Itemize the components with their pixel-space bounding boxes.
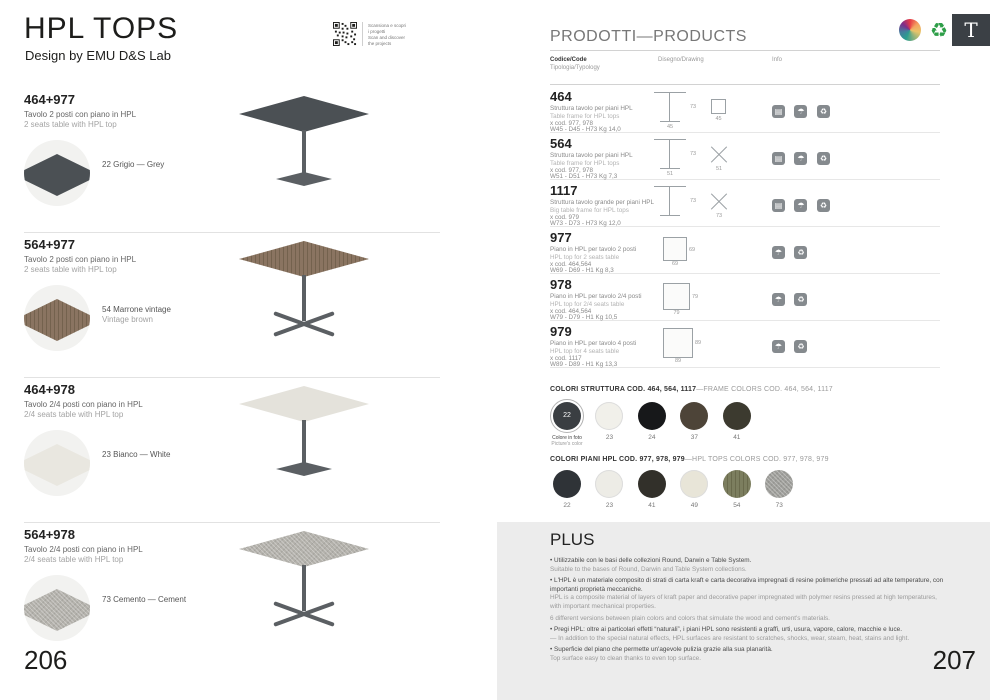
recyclable-icon: ♻	[794, 246, 807, 259]
color-label-line: 22 Grigio — Grey	[102, 160, 165, 169]
product-desc-en: 2 seats table with HPL top	[24, 120, 117, 129]
row-dimensions: W73 - D73 - H73 Kg 12,0	[550, 220, 621, 227]
color-label	[102, 160, 164, 170]
product-desc-en: 2/4 seats table with HPL top	[24, 410, 124, 419]
color-swatch	[548, 470, 586, 509]
swatch-code: 49	[690, 502, 698, 509]
dimension-label: 69	[689, 246, 696, 253]
dimension-label: 51	[715, 166, 723, 172]
swatch-circle	[723, 402, 751, 430]
products-heading: PRODOTTI—PRODUCTS	[550, 28, 747, 45]
technical-drawing	[653, 136, 771, 178]
color-label	[102, 595, 186, 605]
qr-caption-line: Scan and discover	[368, 35, 406, 40]
color-swatch	[760, 470, 798, 509]
table-illustration	[229, 382, 379, 490]
dimension-label: 79	[673, 310, 680, 316]
table-row	[550, 227, 940, 274]
outdoor-use-icon: ☂	[794, 152, 807, 165]
divider	[550, 50, 940, 51]
color-label	[102, 450, 170, 460]
product-block	[24, 382, 444, 522]
product-desc-it: Tavolo 2/4 posti con piano in HPL	[24, 545, 143, 554]
technical-drawing	[653, 183, 771, 225]
table-column	[302, 275, 306, 321]
table-top	[239, 241, 369, 277]
table-row	[550, 274, 940, 321]
row-dimensions: W69 - D69 - H1 Kg 8,3	[550, 267, 614, 274]
table-row	[550, 133, 940, 180]
row-code: 1117	[550, 183, 578, 198]
color-label-line: 73 Cemento — Cement	[102, 595, 187, 604]
technical-drawing	[653, 324, 771, 366]
qr-block	[333, 22, 406, 47]
product-block	[24, 527, 444, 667]
swatch-note: Colore in foto	[552, 435, 582, 441]
row-desc-it: Struttura tavolo grande per piani HPL	[550, 199, 654, 206]
top-view-drawing	[663, 328, 702, 364]
row-code: 979	[550, 324, 572, 339]
swatch-code: 22	[563, 502, 571, 509]
info-icons	[772, 148, 835, 166]
swatch-code: 24	[648, 434, 656, 441]
color-label-line: Vintage brown	[102, 315, 153, 324]
table-column	[302, 420, 306, 466]
color-swatch	[590, 402, 628, 441]
row-xcod: x cod. 1117	[550, 354, 582, 362]
product-desc-it: Tavolo 2 posti con piano in HPL	[24, 110, 137, 119]
page-number-right: 207	[932, 645, 976, 675]
table-row	[550, 180, 940, 227]
color-photo-top	[24, 589, 90, 631]
table-row	[550, 321, 940, 368]
swatch-circle	[638, 402, 666, 430]
row-desc-en: HPL top for 2 seats table	[550, 253, 620, 261]
row-desc-en: Table frame for HPL tops	[550, 159, 620, 167]
swatch-code: 37	[690, 434, 698, 441]
page-number-left: 206	[24, 645, 68, 675]
plus-item: • Superficie del piano che permette un'agevole pulizia grazie alla sua planarità. Top surface easy to clean thanks to even top surface.	[550, 646, 773, 662]
recycle-icon: ♻	[927, 18, 951, 42]
color-swatch	[718, 402, 756, 441]
color-swatch	[633, 402, 671, 441]
divider	[24, 377, 440, 378]
divider	[362, 22, 363, 46]
product-code: 564+977	[24, 237, 75, 252]
recyclable-icon: ♻	[794, 340, 807, 353]
dimension-label: 69	[671, 261, 679, 267]
swatch-circle	[595, 470, 623, 498]
info-icons	[772, 289, 812, 307]
row-desc-it: Piano in HPL per tavolo 4 posti	[550, 340, 637, 347]
table-top	[239, 96, 369, 132]
outdoor-use-icon: ☂	[772, 246, 785, 259]
divider	[24, 522, 440, 523]
top-color-swatches	[548, 470, 798, 509]
frame-side-drawing	[653, 139, 697, 177]
swatch-circle	[553, 470, 581, 498]
row-xcod: x cod. 464,564	[550, 307, 592, 315]
dimension-label: 73	[690, 198, 697, 204]
swatch-circle	[765, 470, 793, 498]
product-code: 464+978	[24, 382, 75, 397]
swatch-code: 41	[648, 502, 656, 509]
table-top	[239, 386, 369, 422]
row-dimensions: W79 - D79 - H1 Kg 10,5	[550, 314, 618, 321]
outdoor-use-icon: ☂	[772, 293, 785, 306]
table-base	[276, 172, 332, 186]
row-xcod: x cod. 979	[550, 213, 580, 221]
table-top	[239, 531, 369, 567]
top-colors-heading: COLORI PIANI HPL COD. 977, 978, 979—HPL TOPS COLORS COD. 977, 978, 979	[550, 456, 829, 463]
row-code: 977	[550, 230, 572, 245]
stacking-icon: ▤	[772, 105, 785, 118]
info-icons	[772, 336, 812, 354]
product-desc-en: 2 seats table with HPL top	[24, 265, 117, 274]
frame-side-drawing	[653, 92, 697, 130]
dimension-label: 51	[666, 171, 674, 177]
dimension-label: 45	[666, 124, 674, 130]
swatch-circle	[680, 470, 708, 498]
row-desc-it: Struttura tavolo per piani HPL	[550, 105, 633, 112]
color-photo	[24, 575, 90, 641]
product-desc-it: Tavolo 2 posti con piano in HPL	[24, 255, 137, 264]
color-label	[102, 305, 171, 325]
column-header-info: Info	[772, 57, 783, 63]
table-column	[302, 565, 306, 611]
recyclable-icon: ♻	[817, 152, 830, 165]
product-code: 564+978	[24, 527, 75, 542]
frame-side-drawing	[653, 186, 697, 220]
outdoor-use-icon: ☂	[794, 105, 807, 118]
dimension-label: 73	[715, 213, 723, 219]
technical-drawing	[653, 230, 771, 272]
recyclable-icon: ♻	[794, 293, 807, 306]
product-desc-it: Tavolo 2/4 posti con piano in HPL	[24, 400, 143, 409]
table-base	[276, 462, 332, 476]
qr-code-icon	[333, 22, 357, 46]
color-swatch	[675, 470, 713, 509]
swatch-code: 54	[733, 502, 741, 509]
color-photo	[24, 430, 90, 496]
color-label-line: 54 Marrone vintage	[102, 305, 171, 314]
divider	[550, 84, 940, 85]
column-header-code: Codice/Code	[550, 57, 587, 63]
typography-badge: T	[952, 14, 990, 46]
column-header-typology: Tipologia/Typology	[550, 65, 600, 71]
info-icons	[772, 195, 835, 213]
divider	[24, 232, 440, 233]
row-desc-it: Piano in HPL per tavolo 2/4 posti	[550, 293, 642, 300]
row-code: 464	[550, 89, 572, 104]
technical-drawing	[653, 277, 771, 319]
table-column	[302, 130, 306, 176]
page-title: HPL TOPS	[24, 12, 179, 45]
qr-caption	[368, 22, 406, 47]
info-icons	[772, 101, 835, 119]
row-desc-it: Piano in HPL per tavolo 2 posti	[550, 246, 637, 253]
row-dimensions: W89 - D89 - H1 Kg 13,3	[550, 361, 618, 368]
row-xcod: x cod. 464,564	[550, 260, 592, 268]
product-desc-en: 2/4 seats table with HPL top	[24, 555, 124, 564]
row-xcod: x cod. 977, 978	[550, 119, 594, 127]
dimension-label: 79	[692, 294, 699, 300]
swatch-circle	[595, 402, 623, 430]
plus-item: • Pregi HPL: oltre ai particolari effetti “naturali”, i piani HPL sono resistenti a graffi, urti, usura, vapore, calore, macchie e luce. — In addition to the special natural effects, HPL surfaces are resistant to scratches, shocks, wear, steam, heat, stains and light.	[550, 626, 910, 642]
cross-base-drawing	[709, 192, 729, 219]
dimension-label: 73	[690, 151, 697, 157]
outdoor-use-icon: ☂	[772, 340, 785, 353]
table-row	[550, 86, 940, 133]
color-wheel-icon	[899, 19, 921, 41]
row-code: 978	[550, 277, 572, 292]
plus-item: 6 different versions between plain colors and colors that simulate the wood and cement's materials.	[550, 614, 830, 622]
qr-caption-line: i progetti	[368, 29, 386, 34]
plus-item: • L'HPL è un materiale composito di strati di carta kraft e carta decorativa impregnati di resine polimeriche pressati ad alte temperature, con importanti proprietà meccaniche. HPL is a composite material of layers of kraft paper and decorative paper impregnated with polymer resins pressed at high temperatures, with important mechanical properties.	[550, 577, 944, 610]
products-table	[550, 86, 940, 368]
table-illustration	[229, 92, 379, 200]
swatch-code: 73	[775, 502, 783, 509]
outdoor-use-icon: ☂	[794, 199, 807, 212]
table-illustration	[229, 527, 379, 635]
dimension-label: 89	[695, 340, 702, 347]
product-block	[24, 237, 444, 377]
color-swatch	[675, 402, 713, 441]
row-desc-en: Table frame for HPL tops	[550, 112, 620, 120]
color-photo	[24, 140, 90, 206]
row-desc-en: HPL top for 2/4 seats table	[550, 300, 625, 308]
stacking-icon: ▤	[772, 152, 785, 165]
plus-title: PLUS	[550, 530, 595, 549]
top-view-drawing	[663, 283, 699, 316]
column-header-drawing: Disegno/Drawing	[658, 57, 704, 63]
color-swatch	[718, 470, 756, 509]
qr-caption-line: the projects	[368, 41, 392, 46]
dimension-label: 45	[715, 116, 722, 122]
swatch-note: Picture's color	[551, 441, 583, 447]
row-xcod: x cod. 977, 978	[550, 166, 594, 174]
table-illustration	[229, 237, 379, 345]
cross-base-drawing	[709, 145, 729, 172]
swatch-circle	[723, 470, 751, 498]
stacking-icon: ▤	[772, 199, 785, 212]
color-photo-top	[24, 299, 90, 341]
base-top-view-drawing	[711, 99, 726, 122]
plus-section	[550, 530, 946, 667]
row-dimensions: W45 - D45 - H73 Kg 14,0	[550, 126, 621, 133]
page-subtitle: Design by EMU D&S Lab	[25, 48, 171, 63]
row-desc-it: Struttura tavolo per piani HPL	[550, 152, 633, 159]
qr-caption-line: Scansiona e scopri	[368, 23, 407, 28]
dimension-label: 89	[674, 358, 682, 364]
swatch-circle: 22	[553, 402, 581, 430]
frame-colors-heading: COLORI STRUTTURA COD. 464, 564, 1117—FRAME COLORS COD. 464, 564, 1117	[550, 386, 833, 393]
technical-drawing	[653, 89, 771, 131]
color-photo-top	[24, 444, 90, 486]
product-block	[24, 92, 444, 232]
swatch-code: 41	[733, 434, 741, 441]
color-swatch	[548, 402, 586, 447]
info-icons	[772, 242, 812, 260]
color-photo	[24, 285, 90, 351]
frame-color-swatches	[548, 402, 756, 447]
top-view-drawing	[663, 237, 696, 267]
color-photo-top	[24, 154, 90, 196]
plus-item: • Utilizzabile con le basi delle collezioni Round, Darwin e Table System. Suitable to the bases of Round, Darwin and Table System collections.	[550, 557, 752, 573]
dimension-label: 73	[690, 104, 697, 110]
swatch-code: 23	[605, 502, 614, 509]
row-code: 564	[550, 136, 572, 151]
product-code: 464+977	[24, 92, 75, 107]
swatch-circle	[638, 470, 666, 498]
row-desc-en: Big table frame for HPL tops	[550, 206, 629, 214]
recyclable-icon: ♻	[817, 199, 830, 212]
swatch-code: 23	[605, 434, 614, 441]
row-dimensions: W51 - D51 - H73 Kg 7,3	[550, 173, 618, 180]
color-swatch	[590, 470, 628, 509]
recyclable-icon: ♻	[817, 105, 830, 118]
swatch-circle	[680, 402, 708, 430]
row-desc-en: HPL top for 4 seats table	[550, 347, 620, 355]
color-swatch	[633, 470, 671, 509]
color-label-line: 23 Bianco — White	[102, 450, 171, 459]
